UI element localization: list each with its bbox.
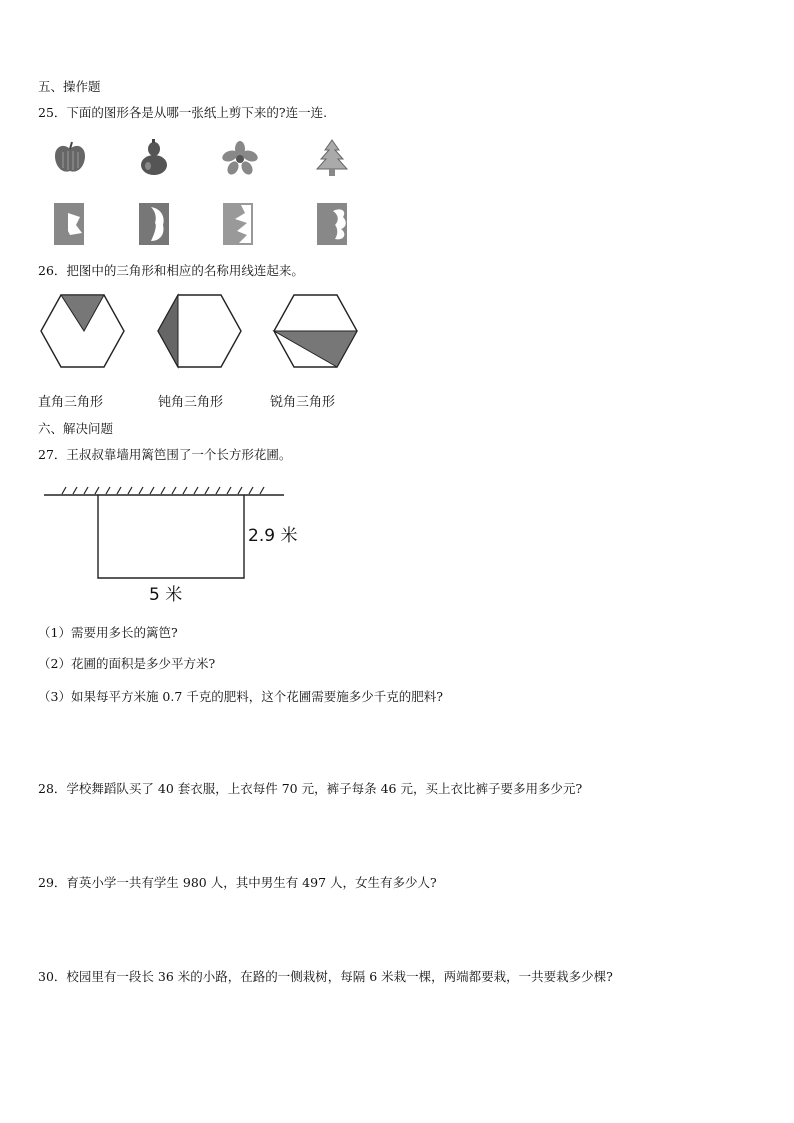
hexagon-figure-1 — [40, 294, 125, 368]
triangle-label-right: 直角三角形 — [38, 395, 104, 410]
hexagon-figure-3 — [273, 294, 358, 368]
tree-icon — [315, 139, 349, 179]
question-27-part-3: （3）如果每平方米施 0.7 千克的肥料，这个花圃需要施多少千克的肥料? — [38, 689, 443, 704]
hexagon-figure-2 — [157, 294, 242, 368]
question-27: 27．王叔叔靠墙用篱笆围了一个长方形花圃。 — [38, 447, 292, 462]
triangle-label-obtuse: 钝角三角形 — [158, 395, 224, 410]
triangle-label-acute: 锐角三角形 — [270, 395, 336, 410]
paper-piece-3 — [223, 203, 253, 245]
question-30: 30．校园里有一段长 36 米的小路，在路的一侧栽树，每隔 6 米栽一棵，两端都要栽，一共要栽多少棵? — [38, 969, 613, 984]
question-27-part-2: （2）花圃的面积是多少平方米? — [38, 656, 216, 671]
section-heading-5: 五、操作题 — [38, 79, 101, 94]
question-28: 28．学校舞蹈队买了 40 套衣服，上衣每件 70 元，裤子每条 46 元，买上衣比裤子要多用多少元? — [38, 781, 583, 796]
garden-length-label: 5 米 — [149, 585, 183, 605]
flower-icon — [222, 141, 258, 177]
question-27-part-1: （1）需要用多长的篱笆? — [38, 625, 178, 640]
section-heading-6: 六、解决问题 — [38, 421, 114, 436]
paper-piece-2 — [139, 203, 169, 245]
paper-piece-1 — [54, 203, 84, 245]
apple-icon — [52, 140, 88, 176]
paper-piece-4 — [317, 203, 347, 245]
question-29: 29．育英小学一共有学生 980 人，其中男生有 497 人，女生有多少人? — [38, 875, 437, 890]
question-25: 25．下面的图形各是从哪一张纸上剪下来的?连一连. — [38, 105, 328, 120]
question-26: 26．把图中的三角形和相应的名称用线连起来。 — [38, 263, 304, 278]
gourd-icon — [137, 139, 171, 177]
garden-width-label: 2.9 米 — [248, 526, 298, 546]
